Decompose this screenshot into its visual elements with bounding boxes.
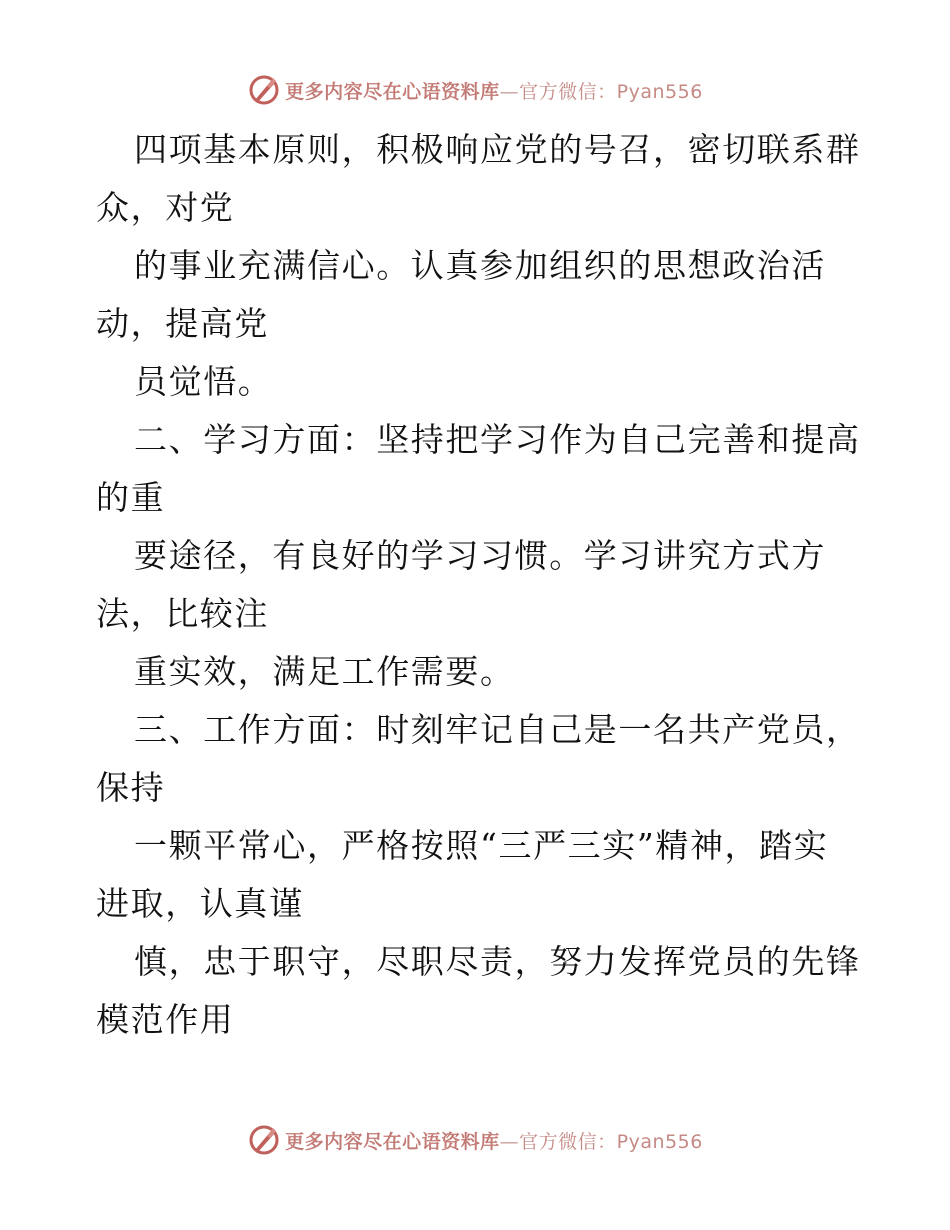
footer-right-text: 官方微信：Pyan556 [519,1130,703,1153]
body-line: 员觉悟。 [134,362,273,401]
document-body [96,121,876,1049]
body-line: 进取，认真谨 [96,884,304,923]
body-line: 模范作用 [96,1000,235,1039]
body-line: 二、学习方面：坚持把学习作为自己完善和提高 [134,420,861,459]
header-dash: — [499,80,520,103]
quill-pen-logo-icon [247,73,281,107]
body-line: 四项基本原则，积极响应党的号召，密切联系群 [134,130,861,169]
body-line: 的重 [96,478,166,517]
body-line: 动，提高党 [96,304,269,343]
body-line: 重实效，满足工作需要。 [134,652,515,691]
body-line: 众，对党 [96,188,235,227]
header-left-text: 更多内容尽在心语资料库 [285,80,500,103]
header-right-text: 官方微信：Pyan556 [519,80,703,103]
body-line: 慎，忠于职守，尽职尽责，努力发挥党员的先锋 [134,942,861,981]
quill-pen-logo-icon [247,1123,281,1157]
body-line: 要途径，有良好的学习习惯。学习讲究方式方 [134,536,826,575]
body-line: 保持 [96,768,166,807]
body-line: 三、工作方面：时刻牢记自己是一名共产党员， [134,710,861,749]
header-watermark [0,70,950,110]
body-line: 一颗平常心，严格按照“三严三实”精神，踏实 [134,826,829,865]
footer-watermark [0,1120,950,1160]
footer-left-text: 更多内容尽在心语资料库 [285,1130,500,1153]
body-line: 法，比较注 [96,594,269,633]
footer-dash: — [499,1130,520,1153]
body-line: 的事业充满信心。认真参加组织的思想政治活 [134,246,826,285]
